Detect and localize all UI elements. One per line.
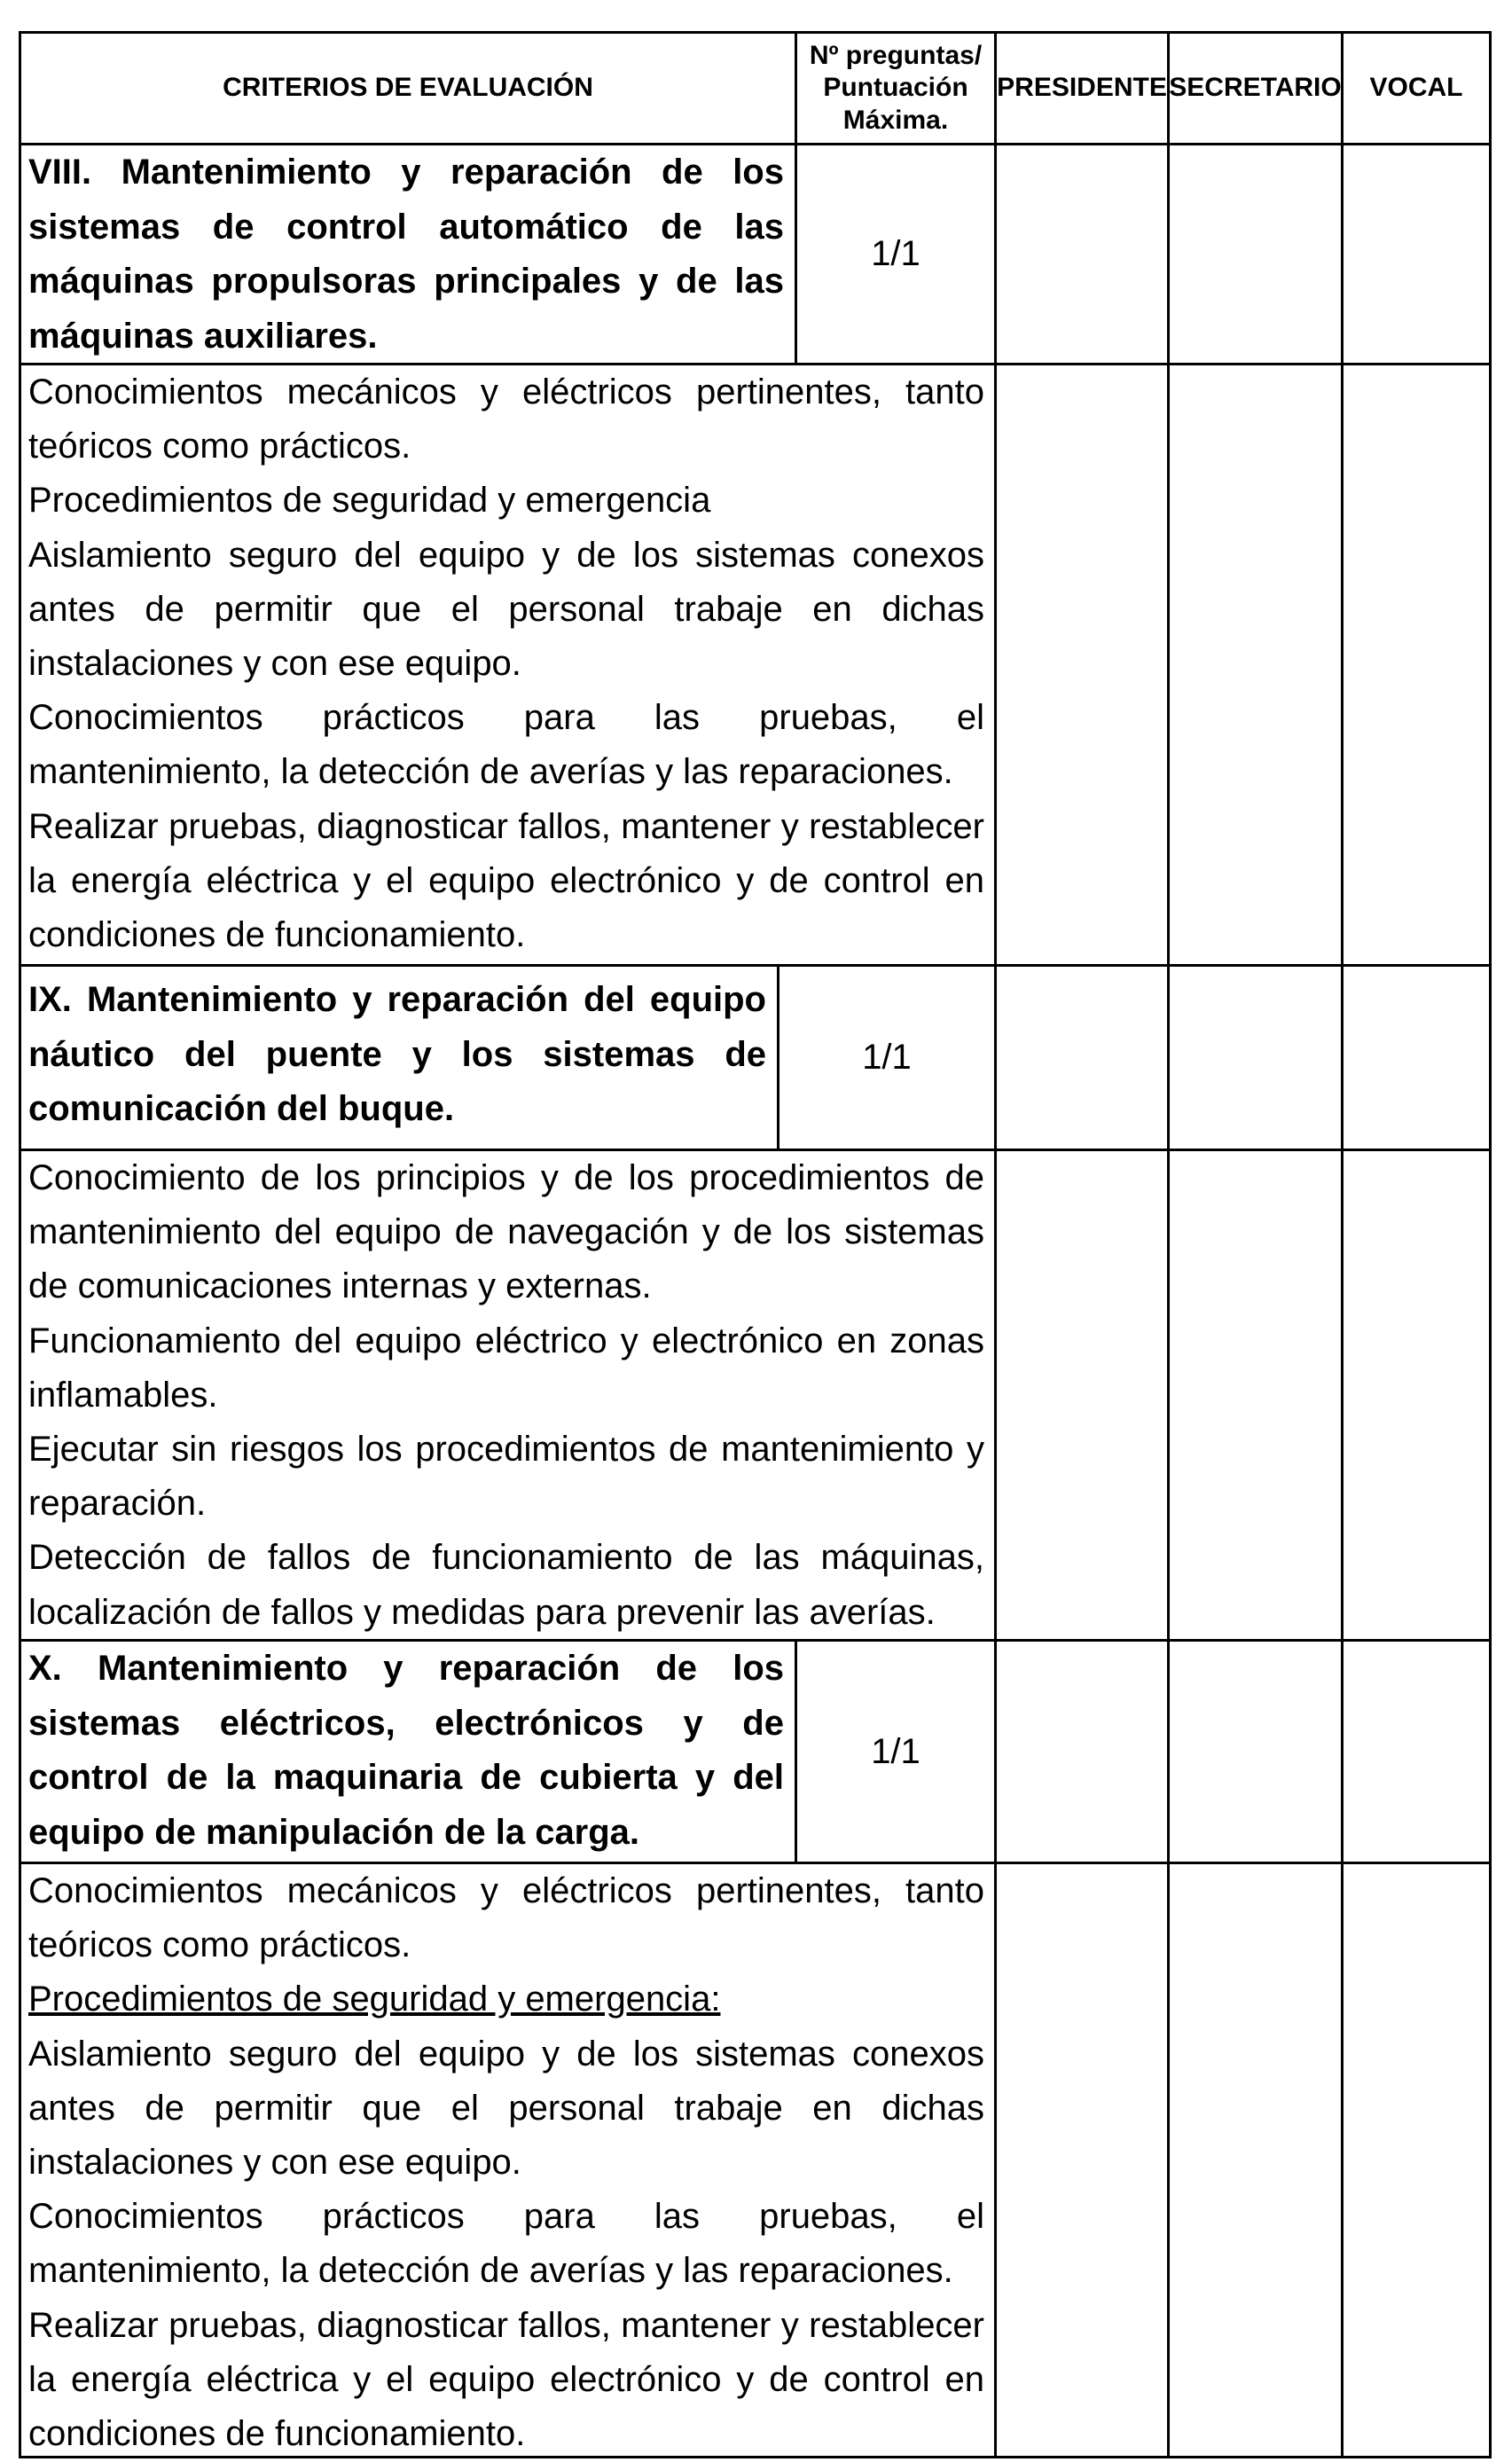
rule-right: [1489, 31, 1492, 2458]
section-x-score-value: 1/1: [871, 1731, 921, 1771]
list-item: [28, 1972, 984, 2027]
list-item: Conocimientos prácticos para las pruebas, el mantenimiento, la detección de averías y las reparaciones.: [28, 2197, 984, 2291]
section-x-title: X. Mantenimiento y reparación de los sistemas eléctricos, electrónicos y de control de la maquinaria de cubierta y del equipo de manipulación de la carga.: [28, 1649, 784, 1852]
list-item: Conocimientos mecánicos y eléctricos pertinentes, tanto teóricos como prácticos.: [28, 372, 984, 467]
list-item: Conocimientos mecánicos y eléctricos pertinentes, tanto teóricos como prácticos.: [28, 1871, 984, 1965]
list-item: Conocimiento de los principios y de los procedimientos de mantenimiento del equipo de navegación y de los sistemas de comunicaciones internas y externas.: [28, 1158, 984, 1306]
underlined-heading: Procedimientos de seguridad y emergencia:: [28, 1980, 721, 2019]
section-viii-score: [797, 145, 994, 363]
list-item: Realizar pruebas, diagnosticar fallos, mantener y restablecer la energía eléctrica y el equipo electrónico y de control en condiciones de funcionamiento.: [28, 2305, 984, 2454]
section-viii-title: VIII. Mantenimiento y reparación de los sistemas de control automático de las máquinas propulsoras principales y de las máquinas auxiliares.: [28, 153, 784, 356]
header-criteria-label: CRITERIOS DE EVALUACIÓN: [223, 73, 593, 103]
list-item: Procedimientos de seguridad y emergencia: [28, 481, 711, 521]
header-score-line2: Puntuación: [823, 73, 968, 103]
section-viii-items: [28, 365, 984, 962]
header-score-line1: Nº preguntas/: [809, 40, 983, 70]
section-x-items: [28, 1864, 984, 2461]
header-president: [997, 34, 1167, 143]
rule-left: [19, 31, 21, 2458]
list-item: Aislamiento seguro del equipo y de los sistemas conexos antes de permitir que el personal trabaje en dichas instalaciones y con ese equipo.: [28, 2034, 984, 2183]
section-x-score: [797, 1642, 994, 1862]
list-item: Ejecutar sin riesgos los procedimientos de mantenimiento y reparación.: [28, 1430, 984, 1524]
list-item: Aislamiento seguro del equipo y de los sistemas conexos antes de permitir que el personal trabaje en dichas instalaciones y con ese equipo.: [28, 535, 984, 684]
section-ix-score-value: 1/1: [862, 1038, 912, 1077]
header-criteria: [21, 34, 795, 143]
header-president-label: PRESIDENTE: [997, 73, 1167, 103]
header-secretary-label: SECRETARIO: [1169, 73, 1342, 103]
rule-president-right: [1167, 31, 1170, 2458]
header-vocal: [1344, 34, 1489, 143]
header-score: [797, 34, 994, 143]
header-vocal-label: VOCAL: [1369, 73, 1463, 103]
section-ix-score: [780, 967, 994, 1149]
header-score-line3: Máxima.: [842, 105, 949, 135]
section-viii-score-value: 1/1: [871, 234, 921, 273]
list-item: Realizar pruebas, diagnosticar fallos, mantener y restablecer la energía eléctrica y el equipo electrónico y de control en condiciones de funcionamiento.: [28, 806, 984, 955]
header-secretary: [1170, 34, 1341, 143]
rule-secretary-right: [1341, 31, 1344, 2458]
list-item: Funcionamiento del equipo eléctrico y electrónico en zonas inflamables.: [28, 1321, 984, 1415]
section-ix-items: [28, 1151, 984, 1640]
list-item: Conocimientos prácticos para las pruebas, el mantenimiento, la detección de averías y las reparaciones.: [28, 698, 984, 792]
list-item: Detección de fallos de funcionamiento de las máquinas, localización de fallos y medidas para prevenir las averías.: [28, 1538, 984, 1632]
rule-viii-items-bottom: [19, 964, 1492, 967]
section-ix-title: IX. Mantenimiento y reparación del equipo náutico del puente y los sistemas de comunicación del buque.: [28, 980, 766, 1128]
rule-criteria-right: [994, 31, 997, 2458]
